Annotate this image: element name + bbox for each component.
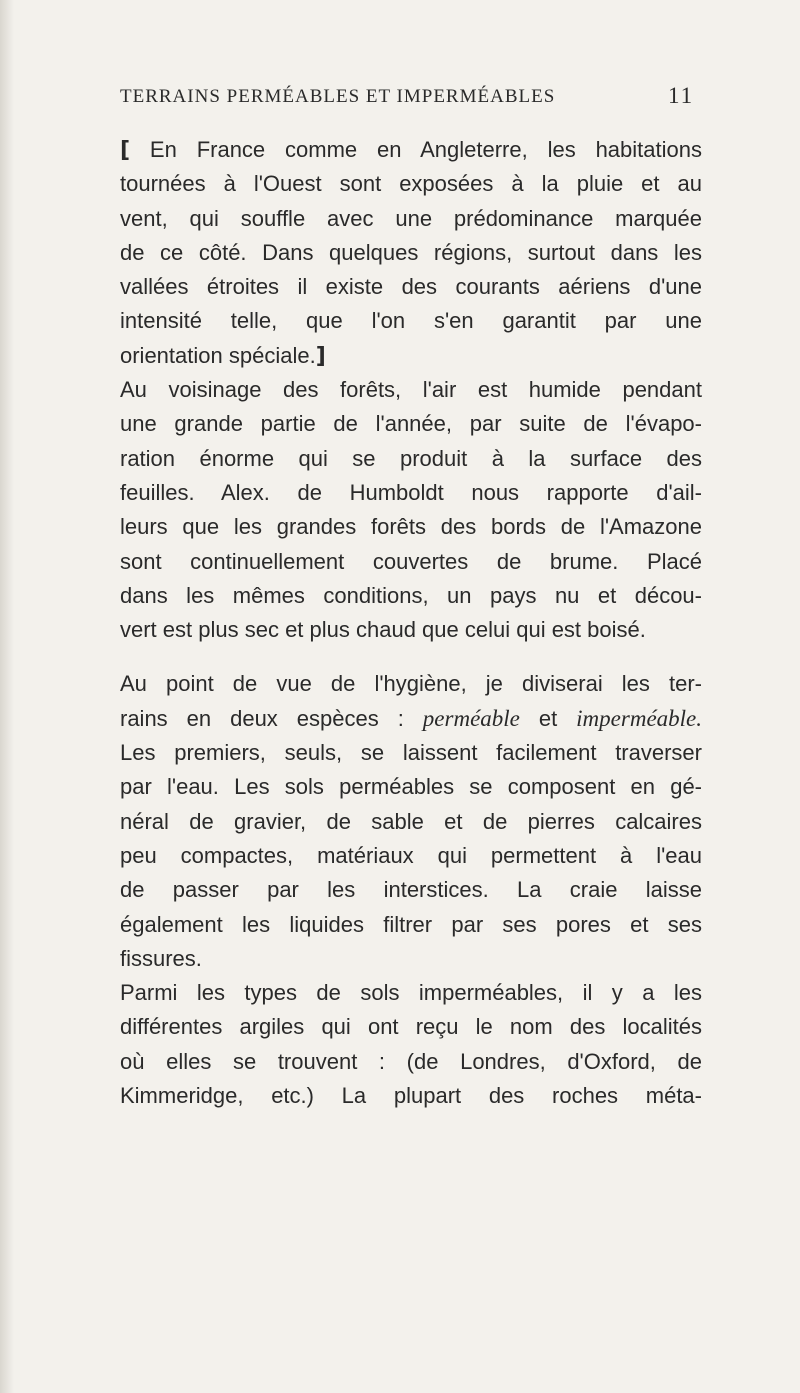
- page-number: 11: [668, 83, 695, 108]
- text-line: vallées étroites il existe des courants aériens d'une: [120, 274, 702, 300]
- text-line: où elles se trouvent : (de Londres, d'Oxford, de: [120, 1048, 702, 1074]
- term-impermeable: imperméable.: [576, 705, 702, 731]
- text-line: Au voisinage des forêts, l'air est humide pendant: [120, 377, 702, 403]
- bracket-close-mark: ]: [315, 343, 326, 369]
- text-line: intensité telle, que l'on s'en garantit par une: [120, 308, 702, 334]
- paragraph-gap: [120, 647, 702, 667]
- text-line: sont continuellement couvertes de brume. Placé: [120, 548, 702, 574]
- text-line: également les liquides filtrer par ses pores et ses: [120, 911, 702, 937]
- running-head: TERRAINS PERMÉABLES ET IMPERMÉABLES: [120, 86, 556, 107]
- text-line: Au point de vue de l'hygiène, je diviserai les ter-: [120, 671, 702, 697]
- bracket-open-mark: [: [120, 138, 131, 163]
- text-line: feuilles. Alex. de Humboldt nous rapporte d'ail-: [120, 479, 702, 505]
- text-line: fissures.: [120, 945, 202, 971]
- text-line: leurs que les grandes forêts des bords de l'Amazone: [120, 514, 702, 540]
- text-line: ration énorme qui se produit à la surface des: [120, 445, 702, 471]
- text-line: différentes argiles qui ont reçu le nom des localités: [120, 1014, 702, 1040]
- text-line: néral de gravier, de sable et de pierres calcaires: [120, 808, 702, 834]
- text-line: vert est plus sec et plus chaud que celui qui est boisé.: [120, 617, 646, 643]
- text-line: dans les mêmes conditions, un pays nu et décou-: [120, 582, 702, 608]
- text-line: Parmi les types de sols imperméables, il y a les: [120, 980, 702, 1006]
- text-line: vent, qui souffle avec une prédominance marquée: [120, 205, 702, 231]
- body-text: [120, 133, 702, 1113]
- text-line: orientation spéciale.]: [120, 342, 326, 369]
- text-line: de ce côté. Dans quelques régions, surtout dans les: [120, 239, 702, 265]
- text-line: rains en deux espèces : perméable et imperméable.: [120, 705, 702, 731]
- term-permeable: perméable: [422, 705, 520, 731]
- text-line: [ En France comme en Angleterre, les habitations: [120, 137, 702, 163]
- text-line: par l'eau. Les sols perméables se composent en gé-: [120, 774, 702, 800]
- text-line: Les premiers, seuls, se laissent facilement traverser: [120, 740, 702, 766]
- page-gutter-shadow: [0, 0, 14, 1393]
- text-line: peu compactes, matériaux qui permettent à l'eau: [120, 842, 702, 868]
- text-line: une grande partie de l'année, par suite de l'évapo-: [120, 411, 702, 437]
- text-line: tournées à l'Ouest sont exposées à la pluie et au: [120, 171, 702, 197]
- text-line: de passer par les interstices. La craie laisse: [120, 877, 702, 903]
- page-header: [0, 83, 800, 116]
- text-line: Kimmeridge, etc.) La plupart des roches méta-: [120, 1083, 702, 1109]
